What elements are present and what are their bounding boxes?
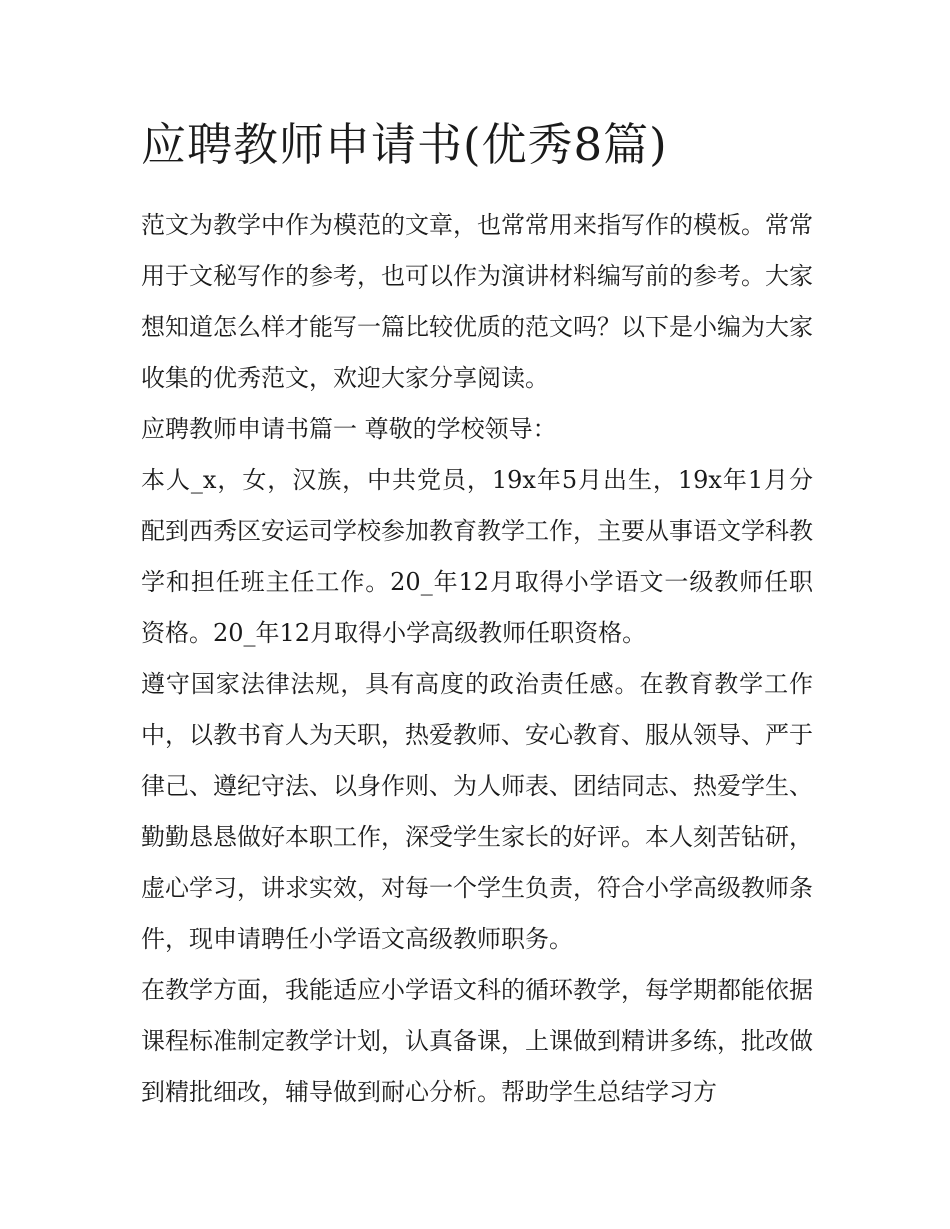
section-heading-paragraph: 应聘教师申请书篇一 尊敬的学校领导： xyxy=(141,415,557,443)
document-title: 应聘教师申请书(优秀8篇) xyxy=(141,118,668,171)
intro-paragraph: 范文为教学中作为模范的文章，也常常用来指写作的模板。常常用于文秘写作的参考，也可以作为演讲材料编写前的参考。大家想知道怎么样才能写一篇比较优质的范文吗？以下是小编为大家收集的优秀范文，欢迎大家分享阅读。 xyxy=(141,211,813,392)
conduct-paragraph: 遵守国家法律法规，具有高度的政治责任感。在教育教学工作中，以教书育人为天职，热爱教师、安心教育、服从领导、严于律己、遵纪守法、以身作则、为人师表、团结同志、热爱学生、勤勤恳恳做好本职工作，深受学生家长的好评。本人刻苦钻研，虚心学习，讲求实效，对每一个学生负责，符合小学高级教师条件，现申请聘任小学语文高级教师职务。 xyxy=(141,670,813,953)
personal-info-paragraph: 本人_x，女，汉族，中共党员，19x年5月出生，19x年1月分配到西秀区安运司学校参加教育教学工作，主要从事语文学科教学和担任班主任工作。20_年12月取得小学语文一级教师任职资格。20_年12月取得小学高级教师任职资格。 xyxy=(141,466,813,647)
teaching-paragraph: 在教学方面，我能适应小学语文科的循环教学，每学期都能依据课程标准制定教学计划，认真备课，上课做到精讲多练，批改做到精批细改，辅导做到耐心分析。帮助学生总结学习方 xyxy=(141,976,813,1106)
document-page xyxy=(141,110,813,1118)
